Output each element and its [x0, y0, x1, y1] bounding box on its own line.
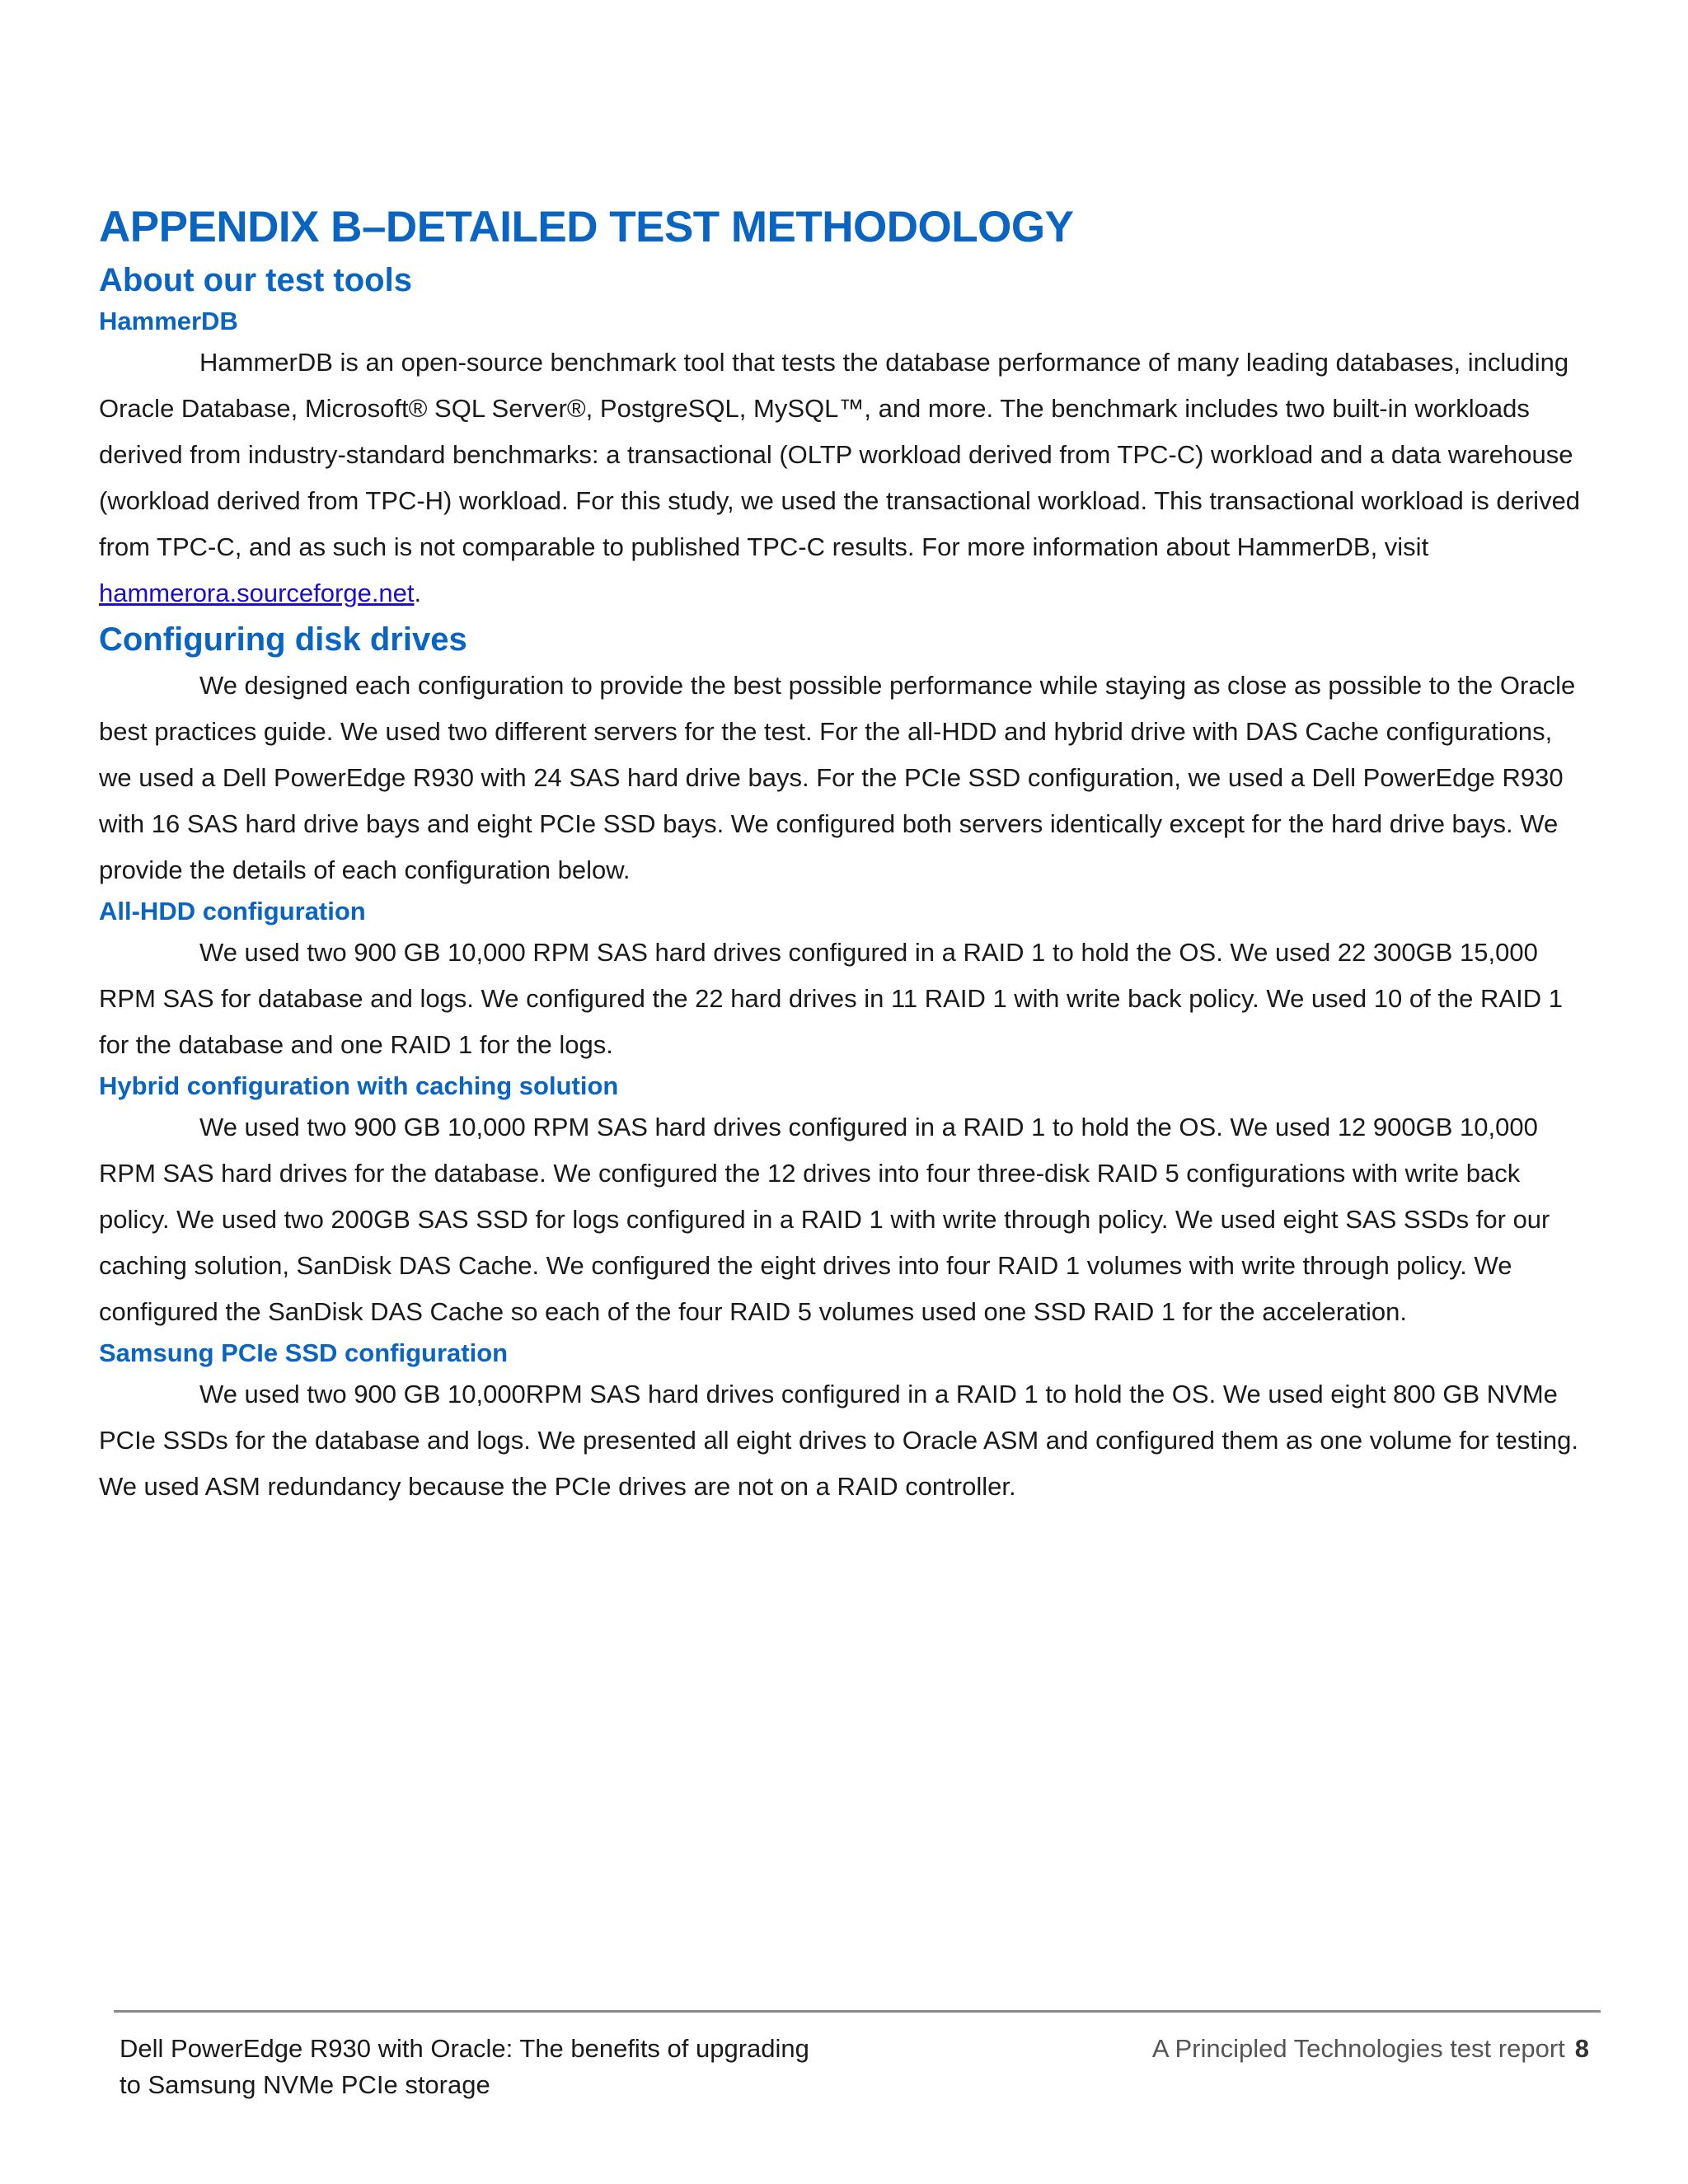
page-title: APPENDIX B–DETAILED TEST METHODOLOGY — [99, 203, 1074, 251]
footer-report-name: A Principled Technologies test report — [1151, 2034, 1565, 2063]
footer-title-line-1: Dell PowerEdge R930 with Oracle: The benefits of upgrading — [120, 2034, 809, 2063]
footer-report-title — [120, 2031, 927, 2103]
subsection-heading-samsung: Samsung PCIe SSD configuration — [99, 1338, 509, 1367]
hybrid-paragraph: We used two 900 GB 10,000 RPM SAS hard drives configured in a RAID 1 to hold the OS. We used 12 900GB 10,000 RPM SAS hard drives for the database. We configured the 12 drives into four three-disk RAID 5 configurations with write back policy. We used two 200GB SAS SSD for logs configured in a RAID 1 with write through policy. We used eight SAS SSDs for our caching solution, SanDisk DAS Cache. We configured the eight drives into four RAID 1 volumes with write through policy. We configured the SanDisk DAS Cache so each of the four RAID 5 volumes used one SSD RAID 1 for the acceleration. — [99, 1113, 1550, 1326]
samsung-paragraph: We used two 900 GB 10,000RPM SAS hard drives configured in a RAID 1 to hold the OS. We used eight 800 GB NVMe PCIe SSDs for the database and logs. We presented all eight drives to Oracle ASM and configured them as one volume for testing. We used ASM redundancy because the PCIe drives are not on a RAID controller. — [99, 1380, 1578, 1501]
subsection-heading-all-hdd: All-HDD configuration — [99, 897, 366, 926]
section-heading-about-test-tools: About our test tools — [99, 262, 412, 298]
subsection-heading-hammerdb: HammerDB — [99, 307, 238, 335]
section-heading-configuring-disk-drives: Configuring disk drives — [99, 621, 467, 658]
hammerdb-text-end: . — [414, 579, 422, 607]
all-hdd-paragraph: We used two 900 GB 10,000 RPM SAS hard drives configured in a RAID 1 to hold the OS. We used 22 300GB 15,000 RPM SAS for database and logs. We configured the 22 hard drives in 11 RAID 1 with write back policy. We used 10 of the RAID 1 for the database and one RAID 1 for the logs. — [99, 938, 1563, 1059]
page-content — [99, 198, 1591, 1510]
footer-report-label — [1152, 2031, 1589, 2067]
page-number: 8 — [1574, 2034, 1589, 2063]
subsection-heading-hybrid: Hybrid configuration with caching solution — [99, 1071, 619, 1100]
hammerdb-paragraph — [99, 340, 1591, 616]
hammerdb-text: HammerDB is an open-source benchmark tool that tests the database performance of many leading databases, including Oracle Database, Microsoft® SQL Server®, PostgreSQL, MySQL™, and more. The benchmark includes two built-in workloads derived from industry-standard benchmarks: a transactional (OLTP workload derived from TPC-C) workload and a data warehouse (workload derived from TPC-H) workload. For this study, we used the transactional workload. This transactional workload is derived from TPC-C, and as such is not comparable to published TPC-C results. For more information about HammerDB, visit — [99, 348, 1581, 561]
hammerdb-link[interactable]: hammerora.sourceforge.net — [99, 579, 415, 607]
configuring-intro-paragraph: We designed each configuration to provide the best possible performance while staying as close as possible to the Oracle best practices guide. We used two different servers for the test. For the all-HDD and hybrid drive with DAS Cache configurations, we used a Dell PowerEdge R930 with 24 SAS hard drive bays. For the PCIe SSD configuration, we used a Dell PowerEdge R930 with 16 SAS hard drive bays and eight PCIe SSD bays. We configured both servers identically except for the hard drive bays. We provide the details of each configuration below. — [99, 671, 1576, 884]
footer-title-line-2: to Samsung NVMe PCIe storage — [120, 2070, 490, 2099]
footer-divider — [114, 2010, 1601, 2013]
